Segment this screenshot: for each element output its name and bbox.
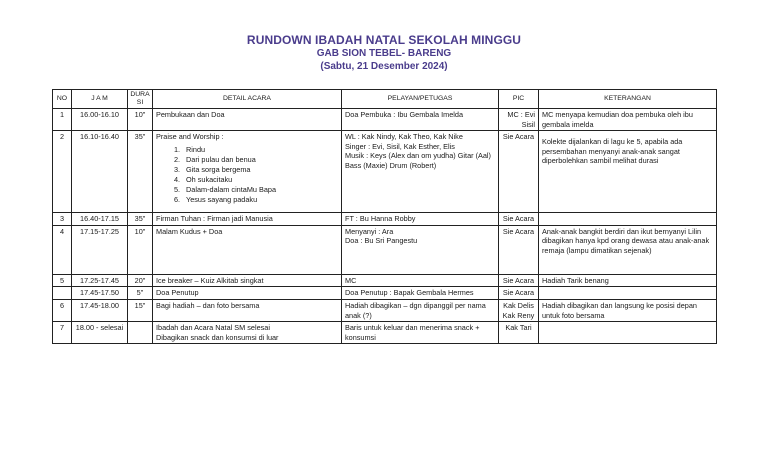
cell-jam: 16.40-17.15 <box>72 213 128 226</box>
cell-pic: Sie Acara <box>499 225 539 274</box>
cell-durasi: 35" <box>128 213 153 226</box>
cell-pic: Sie Acara <box>499 213 539 226</box>
pelayan-line: WL : Kak Nindy, Kak Theo, Kak Nike <box>345 132 463 142</box>
col-header-pic: PIC <box>499 90 539 109</box>
cell-durasi: 20" <box>128 274 153 287</box>
table-header-row <box>53 90 717 109</box>
cell-keterangan: MC menyapa kemudian doa pembuka oleh ibu gembala imelda <box>539 109 717 131</box>
cell-no: 2 <box>53 131 72 213</box>
cell-no: 4 <box>53 225 72 274</box>
keterangan-text: Kolekte dijalankan di lagu ke 5, apabila ada persembahan menyanyi anak-anak sangat diperbolehkan sambil melihat durasi <box>542 137 683 166</box>
col-header-no: NO <box>53 90 72 109</box>
document-header <box>0 0 768 73</box>
cell-pic: Kak Tari <box>499 322 539 344</box>
cell-detail <box>153 322 342 344</box>
document-title: RUNDOWN IBADAH NATAL SEKOLAH MINGGU <box>246 33 522 47</box>
document-date: (Sabtu, 21 Desember 2024) <box>320 61 448 72</box>
cell-keterangan: Hadiah dibagikan dan langsung ke posisi depan untuk foto bersama <box>539 299 717 321</box>
pic-line: Sisil <box>521 119 535 129</box>
cell-detail: Malam Kudus + Doa <box>153 225 342 274</box>
cell-pelayan: Doa Pembuka : Ibu Gembala Imelda <box>342 109 499 131</box>
cell-no <box>53 287 72 300</box>
pic-line: Kak Delis <box>503 300 534 310</box>
cell-pic: Sie Acara <box>499 131 539 213</box>
worship-song-list <box>174 145 338 205</box>
cell-detail: Bagi hadiah – dan foto bersama <box>153 299 342 321</box>
cell-jam: 17.15-17.25 <box>72 225 128 274</box>
cell-no: 3 <box>53 213 72 226</box>
cell-detail: Firman Tuhan : Firman jadi Manusia <box>153 213 342 226</box>
cell-jam: 17.25-17.45 <box>72 274 128 287</box>
cell-pic: Sie Acara <box>499 287 539 300</box>
cell-jam: 16.10-16.40 <box>72 131 128 213</box>
cell-keterangan: Anak-anak bangkit berdiri dan ikut bernyanyi Lilin dibagikan hanya kpd orang dewasa atau anak-anak remaja (lampu dimatikan sejenak) <box>539 225 717 274</box>
cell-pelayan: Baris untuk keluar dan menerima snack + konsumsi <box>342 322 499 344</box>
list-item: 6. Yesus sayang padaku <box>174 194 258 204</box>
col-header-detail: DETAIL ACARA <box>153 90 342 109</box>
cell-no: 1 <box>53 109 72 131</box>
cell-keterangan <box>539 322 717 344</box>
cell-detail: Doa Penutup <box>153 287 342 300</box>
table-row <box>53 322 717 344</box>
pelayan-line: Doa : Bu Sri Pangestu <box>345 236 418 246</box>
list-item: 4. Oh sukacitaku <box>174 174 233 184</box>
cell-keterangan: Hadiah Tarik benang <box>539 274 717 287</box>
col-header-keterangan: KETERANGAN <box>539 90 717 109</box>
cell-durasi: 15" <box>128 299 153 321</box>
cell-detail <box>153 131 342 213</box>
table-row <box>53 213 717 226</box>
table-row <box>53 109 717 131</box>
document-subtitle: GAB SION TEBEL- BARENG <box>316 48 452 59</box>
table-row <box>53 131 717 213</box>
cell-keterangan <box>539 213 717 226</box>
cell-jam: 17.45-17.50 <box>72 287 128 300</box>
list-item: 3. Gita sorga bergema <box>174 164 251 174</box>
pelayan-line: Menyanyi : Ara <box>345 226 394 236</box>
pelayan-line: Musik : Keys (Alex dan om yudha) Gitar (Aal) Bass (Maxie) Drum (Robert) <box>345 151 491 170</box>
pic-line: MC : Evi <box>507 110 535 119</box>
cell-durasi: 10" <box>128 225 153 274</box>
cell-no: 5 <box>53 274 72 287</box>
cell-durasi: 35" <box>128 131 153 213</box>
cell-pelayan <box>342 131 499 213</box>
cell-jam: 17.45-18.00 <box>72 299 128 321</box>
cell-pelayan: Doa Penutup : Bapak Gembala Hermes <box>342 287 499 300</box>
cell-pic <box>499 299 539 321</box>
list-item: 2. Dari pulau dan benua <box>174 154 256 164</box>
list-item: 5. Dalam-dalam cintaMu Bapa <box>174 184 277 194</box>
table-row <box>53 274 717 287</box>
cell-detail: Ice breaker – Kuiz Alkitab singkat <box>153 274 342 287</box>
rundown-table <box>52 89 717 344</box>
cell-pelayan <box>342 225 499 274</box>
col-header-jam: J A M <box>72 90 128 109</box>
cell-durasi: 10" <box>128 109 153 131</box>
cell-jam: 18.00 - selesai <box>72 322 128 344</box>
col-header-durasi: DURASI <box>128 90 153 109</box>
cell-durasi: 5" <box>128 287 153 300</box>
cell-pelayan: FT : Bu Hanna Robby <box>342 213 499 226</box>
cell-no: 7 <box>53 322 72 344</box>
col-header-pelayan: PELAYAN/PETUGAS <box>342 90 499 109</box>
cell-detail: Pembukaan dan Doa <box>153 109 342 131</box>
table-row <box>53 287 717 300</box>
cell-pelayan: Hadiah dibagikan – dgn dipanggil per nama anak (?) <box>342 299 499 321</box>
table-row <box>53 225 717 274</box>
cell-keterangan <box>539 287 717 300</box>
pic-line: Kak Reny <box>502 310 535 320</box>
table-row <box>53 299 717 321</box>
cell-pic: Sie Acara <box>499 274 539 287</box>
cell-durasi <box>128 322 153 344</box>
cell-pelayan: MC <box>342 274 499 287</box>
cell-jam: 16.00-16.10 <box>72 109 128 131</box>
cell-pic <box>499 109 539 131</box>
detail-line: Dibagikan snack dan konsumsi di luar <box>156 332 279 342</box>
list-item: 1. Rindu <box>174 144 206 154</box>
worship-heading: Praise and Worship : <box>156 132 224 142</box>
cell-keterangan <box>539 131 717 213</box>
detail-line: Ibadah dan Acara Natal SM selesai <box>156 323 270 333</box>
pelayan-line: Singer : Evi, Sisil, Kak Esther, Elis <box>345 141 455 151</box>
cell-no: 6 <box>53 299 72 321</box>
